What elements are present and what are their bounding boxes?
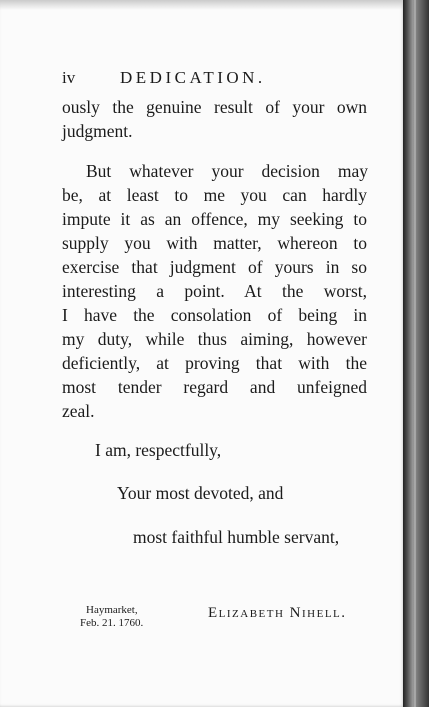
text-line: exercise that judgment of yours in so	[62, 257, 367, 277]
closing-line: I am, respectfully,	[95, 440, 222, 460]
place-line: Haymarket,	[86, 604, 138, 616]
page-number: iv	[62, 68, 76, 87]
running-head: DEDICATION.	[120, 68, 266, 87]
text-line: my duty, while thus aiming, however	[62, 329, 367, 349]
text-line: ously the genuine result of your own	[62, 97, 367, 117]
text-line: zeal.	[62, 401, 95, 421]
closing-line: Your most devoted, and	[117, 483, 284, 503]
text-line: I have the consolation of being in	[62, 305, 367, 325]
text-line: be, at least to me you can hardly	[62, 185, 367, 205]
text-line: most tender regard and unfeigned	[62, 377, 367, 397]
text-line: impute it as an offence, my seeking to	[62, 209, 367, 229]
text-line: But whatever your decision may	[86, 161, 368, 181]
text-line: supply you with matter, whereon to	[62, 233, 367, 253]
signature: Elizabeth Nihell.	[208, 605, 347, 621]
page-top-shadow	[0, 0, 405, 10]
text-line: interesting a point. At the worst,	[62, 281, 367, 301]
page-edge-highlight	[414, 0, 416, 707]
book-page-edge	[403, 0, 429, 707]
text-line: judgment.	[62, 121, 133, 141]
closing-line: most faithful humble servant,	[133, 527, 340, 547]
date-line: Feb. 21. 1760.	[80, 617, 144, 629]
text-line: deficiently, at proving that with the	[62, 353, 367, 373]
